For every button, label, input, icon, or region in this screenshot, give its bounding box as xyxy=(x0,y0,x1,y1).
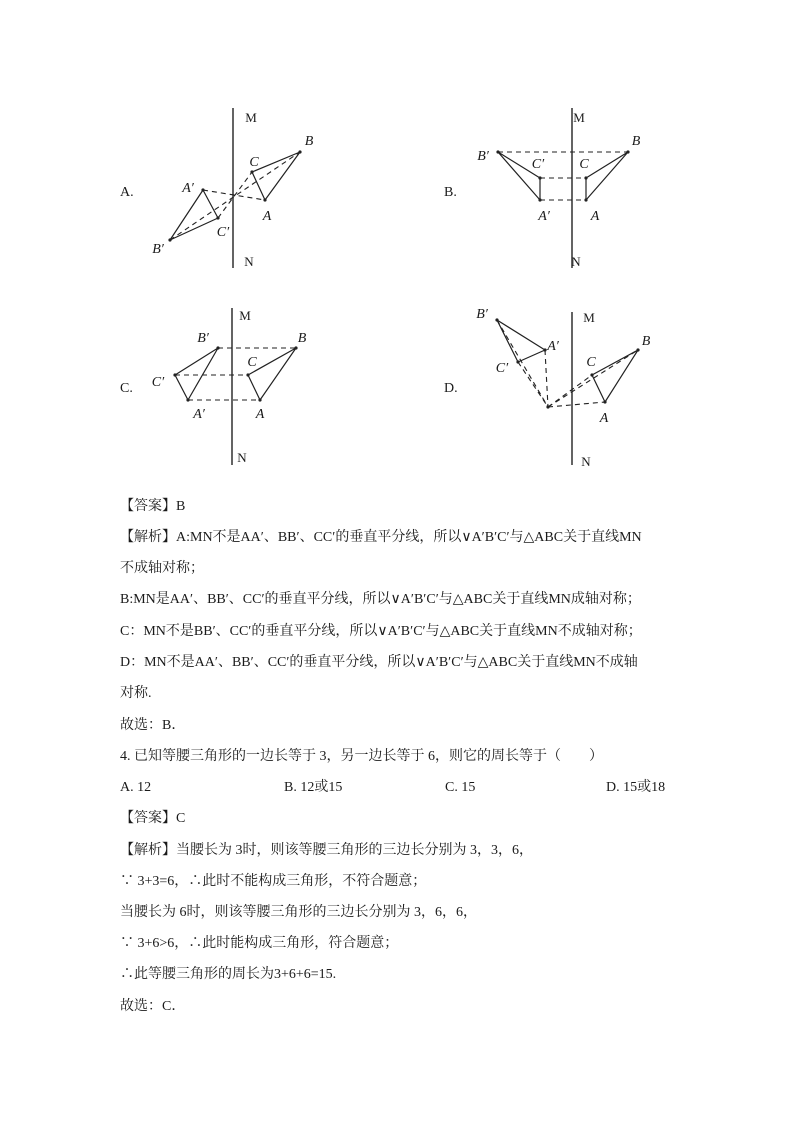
label-b: B xyxy=(297,331,307,346)
point-c1 xyxy=(538,176,541,179)
label-m: M xyxy=(573,110,585,125)
label-b: B xyxy=(304,134,314,149)
q3-analysis-line: B:MN是AA′、BB′、CC′的垂直平分线，所以∨A′B′C′与△ABC关于直线MN成轴对称； xyxy=(120,592,641,607)
label-b1: B′ xyxy=(476,307,488,322)
figures-canvas xyxy=(0,0,794,480)
figure-b xyxy=(444,108,641,269)
label-c1: C′ xyxy=(151,375,165,390)
triangle-abc xyxy=(592,350,638,402)
q4-option-a: A. 12 xyxy=(120,780,152,795)
point-a1 xyxy=(538,198,541,201)
q4-analysis-line: 当腰长为 6时，则该等腰三角形的三边长分别为 3，6，6， xyxy=(120,905,477,920)
q4-option-c: C. 15 xyxy=(445,780,476,795)
figure-d-option-label: D. xyxy=(444,381,458,396)
dashed-segment-a1p xyxy=(545,350,548,407)
q3-analysis-line: 【解析】A:MN不是AA′、BB′、CC′的垂直平分线，所以∨A′B′C′与△ABC关于直线MN xyxy=(120,530,642,545)
dashed-segment-cc1 xyxy=(218,172,252,218)
label-n: N xyxy=(244,254,254,269)
point-intersection xyxy=(546,405,549,408)
label-a1: A′ xyxy=(182,181,194,196)
label-n: N xyxy=(581,454,591,469)
label-c1: C′ xyxy=(531,157,545,172)
label-m: M xyxy=(239,308,251,323)
triangle-a1b1c1 xyxy=(497,320,545,362)
label-b: B xyxy=(631,134,641,149)
label-b1: B′ xyxy=(152,242,164,257)
q3-answer: 【答案】B xyxy=(120,499,186,514)
dashed-segment-aa1 xyxy=(203,190,265,200)
label-a: A xyxy=(590,209,600,224)
label-n: N xyxy=(237,450,247,465)
q4-analysis-line: ∵ 3+3=6，∴此时不能构成三角形，不符合题意； xyxy=(120,874,427,889)
point-c xyxy=(584,176,587,179)
q4-option-b: B. 12或15 xyxy=(284,780,343,795)
point-b xyxy=(294,346,297,349)
point-b1 xyxy=(216,346,219,349)
q3-final-choice: 故选：B． xyxy=(120,718,186,733)
label-a1: A′ xyxy=(538,209,550,224)
point-b xyxy=(636,348,639,351)
figure-b-option-label: B. xyxy=(444,185,457,200)
label-a: A xyxy=(262,209,272,224)
dashed-segment-pc xyxy=(548,375,592,407)
q4-analysis-line: 【解析】当腰长为 3时，则该等腰三角形的三边长分别为 3，3，6， xyxy=(120,843,533,858)
point-a xyxy=(584,198,587,201)
figure-a xyxy=(120,108,314,269)
label-a: A xyxy=(599,411,609,426)
point-a xyxy=(258,398,261,401)
point-b1 xyxy=(496,150,499,153)
point-c1 xyxy=(516,360,519,363)
q4-answer: 【答案】C xyxy=(120,811,186,826)
label-c1: C′ xyxy=(216,225,230,240)
label-a1: A′ xyxy=(193,407,205,422)
label-c1: C′ xyxy=(495,361,509,376)
figure-c xyxy=(120,308,307,465)
label-c: C xyxy=(249,155,259,170)
label-n: N xyxy=(571,254,581,269)
label-b1: B′ xyxy=(197,331,209,346)
point-c xyxy=(590,373,593,376)
label-c: C xyxy=(247,355,257,370)
label-b1: B′ xyxy=(477,149,489,164)
dashed-segment-pa xyxy=(548,402,605,407)
triangle-abc xyxy=(586,152,628,200)
point-a1 xyxy=(543,348,546,351)
q3-analysis-line: C：MN不是BB′、CC′的垂直平分线，所以∨A′B′C′与△ABC关于直线MN不成轴对称； xyxy=(120,624,642,639)
point-c1 xyxy=(173,373,176,376)
label-b: B xyxy=(641,334,651,349)
dashed-segment-bb1 xyxy=(170,152,300,240)
label-c: C xyxy=(579,157,589,172)
point-c xyxy=(246,373,249,376)
point-a xyxy=(603,400,606,403)
q4-final-choice: 故选：C． xyxy=(120,999,186,1014)
q4-analysis-line: ∴此等腰三角形的周长为3+6+6=15. xyxy=(120,967,337,982)
point-b xyxy=(626,150,629,153)
dashed-segment-c1p xyxy=(518,362,548,407)
label-c: C xyxy=(586,355,596,370)
q4-option-d: D. 15或18 xyxy=(606,780,666,795)
triangle-a1b1c1 xyxy=(170,190,218,240)
triangle-abc xyxy=(252,152,300,200)
point-b1 xyxy=(495,318,498,321)
point-b1 xyxy=(168,238,171,241)
q3-analysis-line: 不成轴对称； xyxy=(120,561,204,576)
q4-stem: 4. 已知等腰三角形的一边长等于 3，另一边长等于 6，则它的周长等于（ ） xyxy=(120,749,603,764)
q3-analysis-line: 对称. xyxy=(120,686,152,701)
figure-c-option-label: C. xyxy=(120,381,133,396)
point-b xyxy=(298,150,301,153)
point-a1 xyxy=(186,398,189,401)
label-m: M xyxy=(583,310,595,325)
point-c xyxy=(250,170,253,173)
point-c1 xyxy=(216,216,219,219)
point-a xyxy=(263,198,266,201)
label-m: M xyxy=(245,110,257,125)
q4-analysis-line: ∵ 3+6>6，∴此时能构成三角形，符合题意； xyxy=(120,936,399,951)
figure-d xyxy=(444,307,651,469)
figure-a-option-label: A. xyxy=(120,185,134,200)
q3-analysis-line: D：MN不是AA′、BB′、CC′的垂直平分线，所以∨A′B′C′与△ABC关于直线MN不成轴 xyxy=(120,655,638,670)
label-a1: A′ xyxy=(547,339,559,354)
label-a: A xyxy=(255,407,265,422)
point-a1 xyxy=(201,188,204,191)
triangle-a1b1c1 xyxy=(175,348,218,400)
